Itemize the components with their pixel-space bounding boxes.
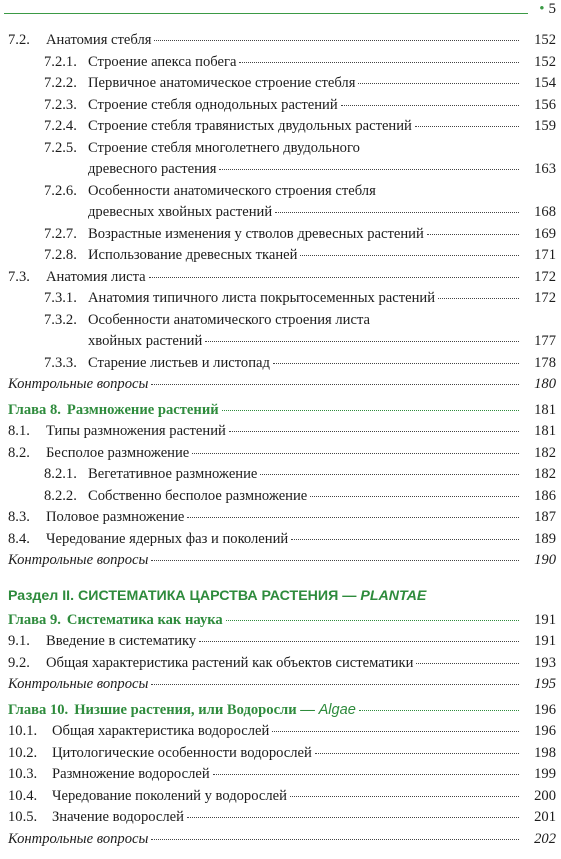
page-number: • 5 [539, 1, 556, 17]
entry-title: Анатомия листа [46, 268, 146, 285]
entry-page: 195 [534, 676, 556, 692]
entry-title: Общая характеристика водорослей [52, 723, 270, 739]
entry-title: Строение стебля однодольных растений [88, 96, 338, 113]
dot-leader [310, 496, 519, 497]
toc-entry[interactable]: 10.1. Общая характеристика водорослей 196 [8, 721, 556, 743]
entry-page: 152 [534, 32, 556, 48]
chapter-heading[interactable]: Глава 9. Систематика как наука 191 [8, 610, 556, 632]
entry-page: 191 [534, 611, 556, 628]
entry-page: 196 [534, 723, 556, 739]
entry-page: 199 [534, 766, 556, 782]
entry-title-cont: древесного растения [88, 161, 217, 177]
entry-title-cont: древесных хвойных растений [88, 204, 273, 220]
entry-page: 190 [534, 552, 556, 568]
entry-title: Контрольные вопросы [8, 552, 149, 568]
entry-page: 193 [534, 654, 556, 671]
dot-leader [205, 341, 519, 342]
entry-title: Введение в систематику [46, 633, 197, 649]
entry-title: Строение апекса побега [88, 53, 237, 70]
entry-page: 181 [534, 423, 556, 439]
dot-leader [416, 663, 519, 664]
entry-title: Возрастные изменения у стволов древесных растений [88, 225, 424, 242]
entry-page: 180 [534, 376, 556, 392]
entry-title: Строение стебля многолетнего двудольного [88, 139, 360, 156]
entry-page: 189 [534, 530, 556, 547]
toc-entry[interactable]: 8.1. Типы размножения растений 181 [8, 421, 556, 443]
entry-page: 202 [534, 830, 556, 847]
entry-page: 201 [534, 809, 556, 825]
toc-entry[interactable]: 9.2. Общая характеристика растений как объектов систематики 193 [8, 653, 556, 675]
toc-entry-review-questions[interactable] [8, 374, 556, 396]
entry-page: 171 [534, 247, 556, 263]
toc-entry-review-questions[interactable] [8, 674, 556, 696]
dot-leader [260, 474, 519, 475]
entry-title: Первичное анатомическое строение стебля [88, 75, 356, 91]
table-of-contents [8, 30, 556, 850]
entry-title: Бесполое размножение [46, 444, 190, 461]
entry-page: 154 [534, 75, 556, 91]
chapter-latin: Algae [318, 701, 356, 718]
section-heading[interactable]: Раздел II. СИСТЕМАТИКА ЦАРСТВА РАСТЕНИЯ — PLANTAE [8, 587, 427, 604]
dot-leader [219, 169, 519, 170]
entry-title: Чередование ядерных фаз и поколений [46, 530, 289, 547]
dot-leader [151, 684, 519, 685]
entry-title: Строение стебля травянистых двудольных растений [88, 118, 412, 134]
toc-entry[interactable]: 7.3.1. Анатомия типичного листа покрытосеменных растений 172 [8, 288, 556, 310]
entry-page: 191 [534, 633, 556, 649]
entry-page: 159 [534, 118, 556, 134]
entry-title: Анатомия стебля [46, 32, 152, 48]
dot-leader [359, 710, 519, 711]
entry-page: 182 [534, 466, 556, 482]
chapter-heading[interactable]: Глава 10. Низшие растения, или Водоросли — Algae 196 [8, 700, 556, 722]
entry-page: 187 [534, 509, 556, 525]
dot-leader [151, 839, 519, 840]
entry-title-cont: хвойных растений [88, 333, 203, 349]
entry-page: 181 [534, 401, 556, 418]
dot-leader [341, 105, 519, 106]
entry-title: Особенности анатомического строения листа [88, 311, 370, 328]
entry-title: Цитологические особенности водорослей [52, 744, 312, 761]
toc-entry[interactable]: 8.2.1. Вегетативное размножение 182 [8, 464, 556, 486]
toc-entry[interactable]: 8.3. Половое размножение 187 [8, 507, 556, 529]
entry-title: Чередование поколений у водорослей [52, 787, 287, 804]
entry-title: Контрольные вопросы [8, 830, 149, 847]
dot-leader [187, 517, 519, 518]
dot-leader [229, 431, 519, 432]
entry-title: Особенности анатомического строения стебля [88, 182, 376, 199]
toc-entry[interactable]: 7.2.3. Строение стебля однодольных растений 156 [8, 95, 556, 117]
toc-entry[interactable]: 10.2. Цитологические особенности водорослей 198 [8, 743, 556, 765]
entry-title: Контрольные вопросы [8, 376, 149, 392]
toc-entry[interactable]: 7.2.2. Первичное анатомическое строение стебля 154 [8, 73, 556, 95]
entry-title: Типы размножения растений [46, 423, 226, 439]
dot-leader [438, 298, 519, 299]
dot-leader [222, 410, 519, 411]
entry-page: 178 [534, 354, 556, 371]
dot-leader [199, 641, 519, 642]
dot-leader [272, 731, 519, 732]
toc-entry[interactable]: 7.2.4. Строение стебля травянистых двудольных растений 159 [8, 116, 556, 138]
entry-page: 169 [534, 225, 556, 242]
dot-leader [315, 753, 519, 754]
dot-leader [300, 255, 519, 256]
dot-leader [290, 796, 519, 797]
entry-title: Размножение водорослей [52, 766, 210, 782]
entry-title: Старение листьев и листопад [88, 354, 270, 371]
toc-entry[interactable]: 8.2.2. Собственно бесполое размножение 186 [8, 486, 556, 508]
toc-entry[interactable]: 7.3.2. Особенности анатомического строения листа хвойных растений 177 [8, 310, 556, 353]
entry-page: 198 [534, 744, 556, 761]
toc-entry[interactable]: 7.2.5. Строение стебля многолетнего двудольного древесного растения 163 [8, 138, 556, 181]
dot-leader [154, 40, 519, 41]
entry-title: Контрольные вопросы [8, 676, 149, 692]
dot-leader [187, 817, 519, 818]
dot-leader [213, 774, 519, 775]
dot-leader [239, 62, 519, 63]
chapter-title: Размножение растений [66, 401, 219, 418]
entry-page: 200 [534, 787, 556, 804]
toc-entry[interactable]: 7.2.7. Возрастные изменения у стволов древесных растений 169 [8, 224, 556, 246]
entry-title: Общая характеристика растений как объектов систематики [46, 654, 414, 671]
toc-entry[interactable]: 7.3.3. Старение листьев и листопад 178 [8, 353, 556, 375]
bullet-icon: • [539, 1, 545, 17]
entry-page: 172 [534, 290, 556, 306]
toc-entry[interactable]: 7.3. Анатомия листа 172 [8, 267, 556, 289]
chapter-title: Низшие растения, или Водоросли — Algae [74, 701, 356, 718]
entry-page: 163 [534, 161, 556, 177]
toc-entry[interactable]: 9.1. Введение в систематику 191 [8, 631, 556, 653]
header-rule [4, 13, 528, 14]
toc-entry-review-questions[interactable] [8, 829, 556, 851]
toc-entry[interactable]: 7.2.6. Особенности анатомического строения стебля древесных хвойных растений 168 [8, 181, 556, 224]
toc-entry-review-questions[interactable] [8, 550, 556, 572]
toc-entry[interactable]: 7.2.8. Использование древесных тканей 171 [8, 245, 556, 267]
toc-entry[interactable]: 8.2. Бесполое размножение 182 [8, 443, 556, 465]
chapter-heading[interactable]: Глава 8. Размножение растений 181 [8, 400, 556, 422]
entry-page: 152 [534, 53, 556, 70]
entry-title: Анатомия типичного листа покрытосеменных растений [88, 290, 436, 306]
toc-entry[interactable]: 10.3. Размножение водорослей 199 [8, 764, 556, 786]
entry-page: 156 [534, 96, 556, 113]
entry-page: 196 [534, 701, 556, 718]
dot-leader [358, 83, 519, 84]
toc-entry[interactable]: 10.5. Значение водорослей 201 [8, 807, 556, 829]
toc-entry[interactable]: 7.2. Анатомия стебля 152 [8, 30, 556, 52]
entry-page: 172 [534, 268, 556, 285]
dot-leader [291, 539, 519, 540]
dot-leader [151, 560, 519, 561]
toc-entry[interactable]: 7.2.1. Строение апекса побега 152 [8, 52, 556, 74]
dot-leader [275, 212, 519, 213]
entry-page: 182 [534, 444, 556, 461]
section-latin: PLANTAE [360, 587, 427, 604]
chapter-title: Систематика как наука [66, 611, 223, 628]
dot-leader [427, 234, 519, 235]
toc-entry[interactable]: 10.4. Чередование поколений у водорослей 200 [8, 786, 556, 808]
entry-title: Значение водорослей [52, 809, 184, 825]
entry-title: Собственно бесполое размножение [88, 487, 308, 504]
dot-leader [226, 620, 519, 621]
entry-title: Использование древесных тканей [88, 247, 298, 263]
entry-title: Вегетативное размножение [88, 466, 258, 482]
entry-page: 177 [534, 333, 556, 349]
entry-title: Половое размножение [46, 509, 185, 525]
entry-page: 186 [534, 487, 556, 504]
dot-leader [151, 384, 519, 385]
dot-leader [273, 363, 519, 364]
dot-leader [149, 277, 519, 278]
dot-leader [192, 453, 519, 454]
entry-page: 168 [534, 204, 556, 220]
toc-entry[interactable]: 8.4. Чередование ядерных фаз и поколений 189 [8, 529, 556, 551]
dot-leader [415, 126, 519, 127]
